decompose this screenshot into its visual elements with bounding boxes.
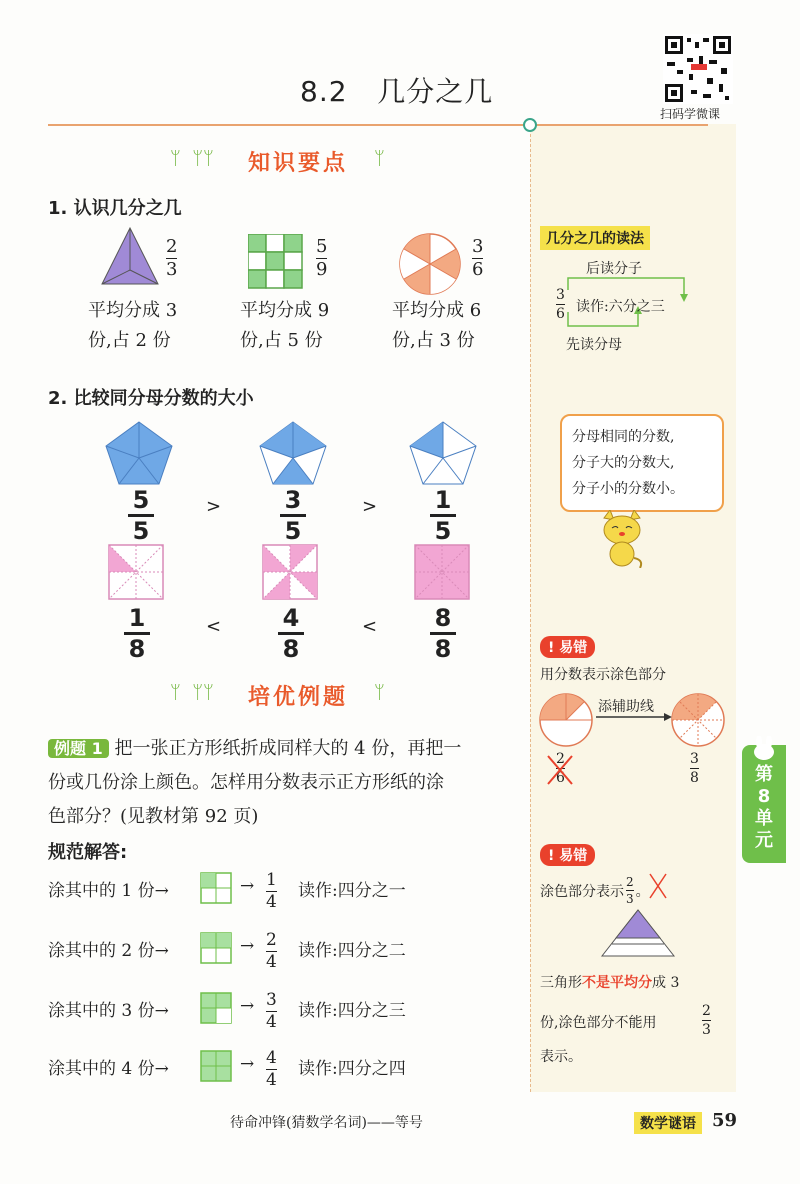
cat-mascot-icon: [598, 510, 646, 568]
right-arrow-icon: [596, 712, 672, 722]
pentagon-5-5: [104, 420, 174, 486]
reading-top: 后读分子: [586, 261, 642, 277]
circle-figure: [398, 232, 462, 296]
mistake2-wrong-fraction: $\frac{2}{3}$: [626, 875, 634, 906]
big-fraction-5-5: 5 5: [128, 488, 154, 543]
caption-3: 平均分成 6 份,占 3 份: [392, 300, 482, 351]
quarter-square-4: [200, 1050, 232, 1082]
header-divider: [48, 124, 708, 126]
reading-bottom: 先读分母: [566, 337, 622, 353]
mistake1-wrong-fraction: 2 6: [556, 751, 565, 786]
arrow: →: [240, 876, 255, 896]
mistake2-fraction: 2 3: [702, 1003, 711, 1038]
answer-label: 规范解答:: [48, 842, 128, 863]
example-text: 例题 1 把一张正方形纸折成同样大的 4 份，再把一 份或几份涂上颜色。怎样用分数表示正方形纸的涂 色部分？(见教材第 92 页): [48, 738, 462, 827]
mistake-badge-2: ! 易错: [540, 844, 595, 866]
big-fraction-1-8: 1 8: [124, 606, 150, 661]
compare-op: <: [206, 616, 222, 637]
fraction-5-9: 5 9: [316, 236, 328, 280]
sprout-icon: ᛘ ᛘᛘ: [170, 148, 214, 169]
answer-row-4-read: 读作:四分之四: [298, 1059, 406, 1079]
knowledge-heading: 知识要点: [248, 151, 349, 176]
reading-title: 几分之几的读法: [540, 226, 650, 250]
mistake1-wrong-circle: [538, 692, 594, 748]
big-fraction-1-5: 1 5: [430, 488, 456, 543]
quarter-square-3: [200, 992, 232, 1024]
mistake2-line3: 份,涂色部分不能用: [540, 1015, 657, 1031]
answer-row-4-text: 涂其中的 4 份→: [48, 1059, 169, 1079]
answer-fraction-3: 3 4: [266, 990, 277, 1032]
answer-fraction-2: 2 4: [266, 930, 277, 972]
answer-row-2-read: 读作:四分之二: [298, 941, 406, 961]
answer-row-3-read: 读作:四分之三: [298, 1001, 406, 1021]
mistake2-triangle: [600, 908, 676, 958]
footer-riddle: 待命冲锋(猜数学名词)——等号: [230, 1115, 423, 1131]
compare-op: >: [206, 496, 222, 517]
fraction-3-6: 3 6: [472, 236, 484, 280]
arrow: →: [240, 936, 255, 956]
example-tag: 例题 1: [48, 739, 109, 758]
answer-fraction-1: 1 4: [266, 870, 277, 912]
unit-tab[interactable]: 第 8 单 元: [742, 745, 786, 863]
pentagon-3-5: [258, 420, 328, 486]
mistake2-line4: 表示。: [540, 1049, 582, 1065]
mistake1-title: 用分数表示涂色部分: [540, 667, 666, 683]
page-title: [300, 70, 493, 110]
sprout-icon: ᛘ ᛘᛘ: [170, 682, 214, 703]
mistake1-arrow-label: 添辅助线: [598, 699, 654, 715]
answer-row-2-text: 涂其中的 2 份→: [48, 941, 169, 961]
reading-read: 读作:六分之三: [576, 299, 665, 315]
square-1-8: [108, 544, 164, 600]
mistake2-line2: 三角形不是平均分成 3: [540, 975, 680, 991]
sprout-icon: ᛘ: [374, 682, 385, 703]
big-fraction-3-5: 3 5: [280, 488, 306, 543]
cross-mark-icon: [648, 870, 668, 902]
answer-row-3-text: 涂其中的 3 份→: [48, 1001, 169, 1021]
tip-bubble: 分母相同的分数, 分子大的分数大, 分子小的分数小。: [560, 414, 724, 512]
mistake2-line1: 涂色部分表示 $\frac{2}{3}$ 。: [540, 875, 650, 906]
mistake-badge-1: ! 易错: [540, 636, 595, 658]
answer-row-1-text: 涂其中的 1 份→: [48, 881, 169, 901]
section1-title: 1. 认识几分之几: [48, 198, 182, 219]
reading-fraction: 3 6: [556, 287, 565, 322]
arrow: →: [240, 996, 255, 1016]
big-fraction-4-8: 4 8: [278, 606, 304, 661]
square-8-8: [414, 544, 470, 600]
quarter-square-1: [200, 872, 232, 904]
pentagon-1-5: [408, 420, 478, 486]
divider-circle-icon: [522, 117, 538, 133]
section2-title: 2. 比较同分母分数的大小: [48, 388, 254, 409]
sprout-icon: ᛘ: [374, 148, 385, 169]
caption-1: 平均分成 3 份,占 2 份: [88, 300, 178, 351]
square-4-8: [262, 544, 318, 600]
mistake1-right-fraction: 3 8: [690, 751, 699, 786]
fraction-2-3: 2 3: [166, 236, 178, 280]
footer-label: 数学谜语: [634, 1112, 702, 1134]
answer-fraction-4: 4 4: [266, 1048, 277, 1090]
qr-label: 扫码学微课: [660, 107, 721, 121]
rabbit-icon: [742, 736, 786, 760]
big-fraction-8-8: 8 8: [430, 606, 456, 661]
triangle-figure: [100, 226, 160, 288]
qr-code-icon[interactable]: [663, 34, 733, 104]
compare-op: >: [362, 496, 378, 517]
page-number: 59: [712, 1110, 738, 1131]
grid-figure: [248, 234, 304, 290]
caption-2: 平均分成 9 份,占 5 份: [240, 300, 330, 351]
compare-op: <: [362, 616, 378, 637]
quarter-square-2: [200, 932, 232, 964]
arrow: →: [240, 1054, 255, 1074]
section-number: 8.2: [300, 75, 348, 108]
section-title: 几分之几: [377, 75, 494, 108]
examples-heading: 培优例题: [248, 685, 349, 710]
answer-row-1-read: 读作:四分之一: [298, 881, 406, 901]
cross-mark-icon: [546, 752, 574, 788]
mistake1-right-circle: [670, 692, 726, 748]
